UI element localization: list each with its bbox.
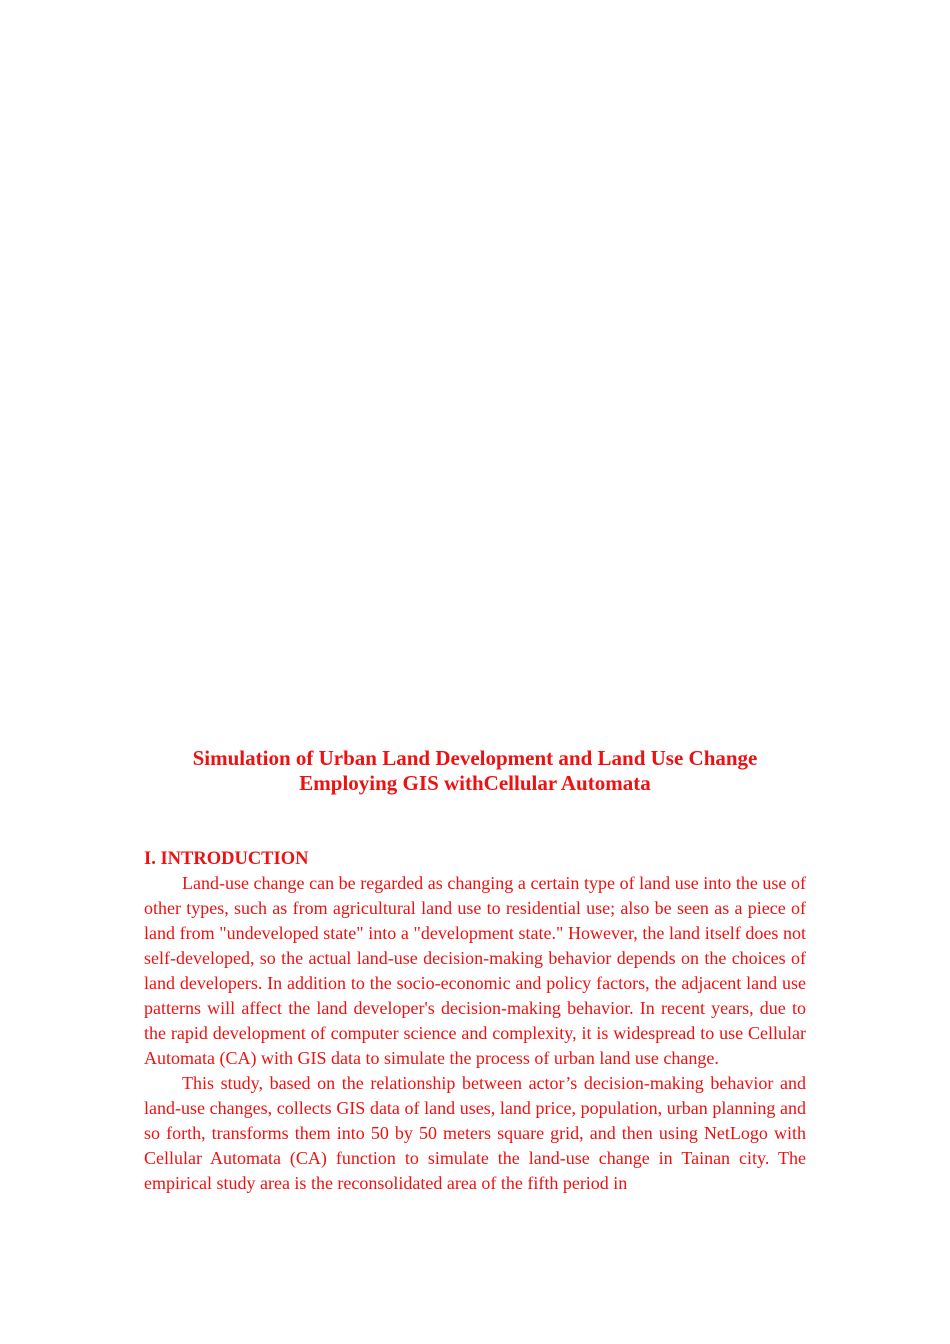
- paragraph-2: This study, based on the relationship between actor’s decision-making behavior and land-use changes, collects GIS data of land uses, land price, population, urban planning and so forth, transforms them into 50 by 50 meters square grid, and then using NetLogo with Cellular Automata (CA) function to simulate the land-use change in Tainan city. The empirical study area is the reconsolidated area of the fifth period in: [144, 1073, 806, 1193]
- paper-title-line-1: Simulation of Urban Land Development and Land Use Change: [192, 746, 758, 770]
- paper-title-line-2: Employing GIS withCellular Automata: [299, 771, 651, 795]
- section-body-introduction: [144, 871, 806, 1196]
- section-heading-introduction: I. INTRODUCTION: [144, 849, 309, 869]
- paper-title: [144, 746, 806, 796]
- paragraph-1: Land-use change can be regarded as changing a certain type of land use into the use of other types, such as from agricultural land use to residential use; also be seen as a piece of land from "undeveloped state" into a "development state." However, the land itself does not self-developed, so the actual land-use decision-making behavior depends on the choices of land developers. In addition to the socio-economic and policy factors, the adjacent land use patterns will affect the land developer's decision-making behavior. In recent years, due to the rapid development of computer science and complexity, it is widespread to use Cellular Automata (CA) with GIS data to simulate the process of urban land use change.: [144, 873, 806, 1068]
